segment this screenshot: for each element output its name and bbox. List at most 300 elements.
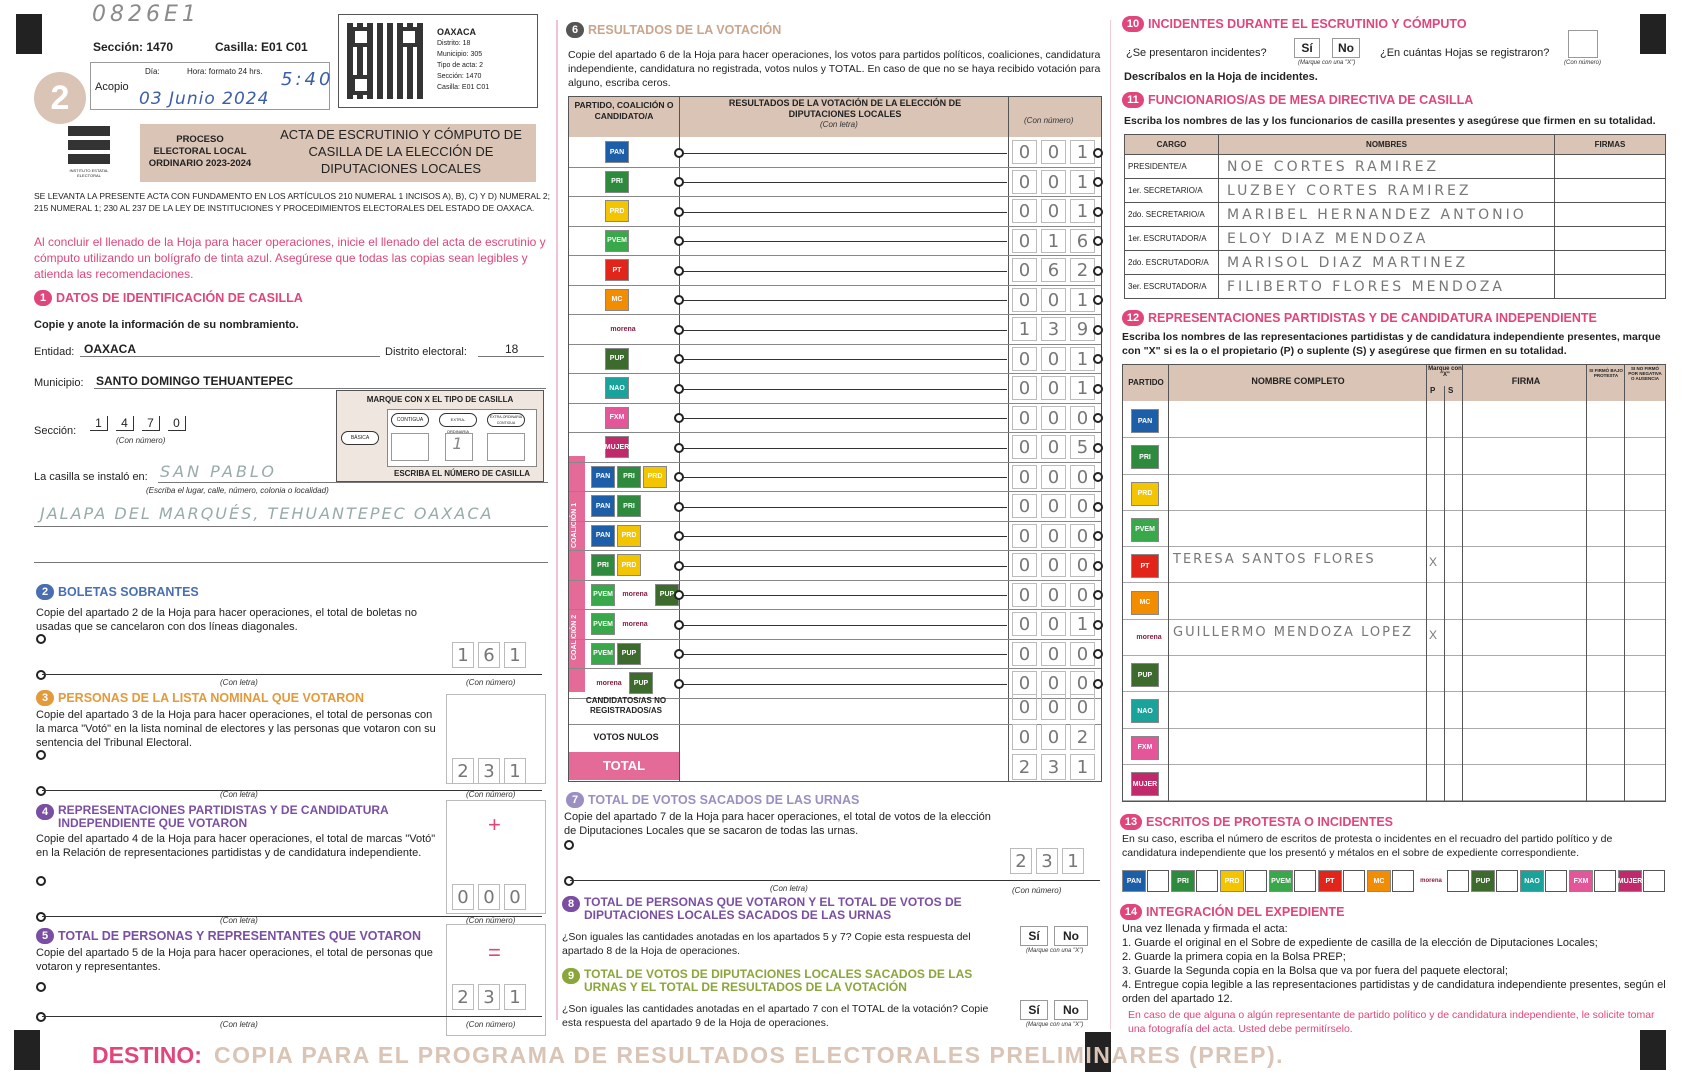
results-row [569,315,1101,345]
protesta-cell [1367,870,1414,892]
party-logo-prd-icon: PRD [617,525,641,547]
sec6-title [566,22,781,38]
sec3-con-letra: (Con letra) [220,790,258,799]
protesta-cell [1416,870,1469,892]
sec14-number: 14 [1120,904,1142,920]
digit-cell: 2 [452,984,474,1010]
sec5-title [36,928,421,944]
digit-cell: 0 [1012,465,1037,489]
results-digits[interactable] [1012,642,1095,666]
sec13-number: 13 [1120,814,1142,830]
sec10-hint: (Marque con una "X") [1298,60,1356,66]
municipio-value: SANTO DOMINGO TEHUANTEPEC [96,374,294,388]
row-dot [674,384,684,394]
institute-logo [66,126,112,180]
distrito-line [478,356,544,357]
funcionario-firma[interactable] [1555,179,1666,203]
sec4-digits[interactable] [452,884,526,910]
sec5-digits[interactable] [452,984,526,1010]
seccion-digit: 1 [90,416,108,431]
results-letra-line [679,448,1007,449]
sec1-copy-text: Copie y anote la información de su nombramiento. [34,319,299,331]
protesta-count-box[interactable] [1245,870,1267,892]
party-logo-nao-icon: NAO [605,377,629,399]
representante-mark[interactable]: X [1429,627,1438,642]
digit-cell: 0 [1041,612,1066,636]
digit-cell: 0 [1041,376,1066,400]
digit-cell: 1 [1062,848,1084,874]
sec2-con-letra: (Con letra) [220,678,258,687]
results-row [569,404,1101,434]
digit-cell: 3 [478,984,500,1010]
funcionario-cargo: PRESIDENTE/A [1125,155,1219,179]
protesta-cell [1122,870,1169,892]
col-con-letra: (Con letra) [820,120,858,129]
results-party-cell [591,584,679,606]
fundamento-text: SE LEVANTA LA PRESENTE ACTA CON FUNDAMENTO EN LOS ARTÍCULOS 210 NUMERAL 1 INCISOS A), B), C) Y D) NUMERAL 2; 215 NUMERAL 1; 230 AL 237 DE LA LEY DE INSTITUCIONES Y PROCEDIMIENTOS ELECTORALES DEL ESTADO DE OAXACA. [34,191,550,213]
protesta-cell [1618,870,1665,892]
sec2-digits[interactable] [452,642,526,668]
results-row [569,433,1101,463]
hora-value: 5:40 [281,69,334,90]
instruction-text: Al concluir el llenado de la Hoja para hacer operaciones, inicie el llenado del acta de escrutinio y cómputo utilizando un bolígrafo de tinta azul. Asegúrese que todas las copias sean legibles y atienda las recomendaciones. [34,235,546,281]
seccion-header: Sección: 1470 [93,40,174,54]
digit-cell: 1 [1070,288,1095,312]
results-letra-line [679,241,1007,242]
col-s: S [1448,386,1454,395]
party-logo-mujer-icon: MUJER [1131,772,1159,796]
party-logo-pri-icon: PRI [1171,870,1195,892]
tear-dot [36,670,46,680]
results-digits[interactable] [1012,229,1095,253]
municipio-line [94,388,546,389]
sec2-letra-line [42,674,542,675]
digit-cell: 0 [1012,553,1037,577]
row-dot [674,148,684,158]
sec7-con-letra: (Con letra) [770,884,808,893]
results-party-cell [605,436,629,458]
digit-cell: 0 [1070,494,1095,518]
sec8-title-text: TOTAL DE PERSONAS QUE VOTARON Y EL TOTAL DE VOTOS DE DIPUTACIONES LOCALES SACADOS DE LAS URNAS [584,895,962,922]
funcionario-firma[interactable] [1555,251,1666,275]
seccion-label: Sección: [34,425,77,437]
col-nombre: NOMBRE COMPLETO [1251,376,1345,386]
results-letra-line [679,654,1007,655]
column-divider [1110,20,1111,1030]
tipo-extraordinaria[interactable]: EXTRA-ORDINARIA [439,413,477,427]
digit-cell: 6 [1041,258,1066,282]
row-dot [674,649,684,659]
sec11-text: Escriba los nombres de las y los funcionarios de casilla presentes y asegúrese que firmen en su totalidad. [1124,115,1656,127]
row-dot [674,236,684,246]
results-party-cell [605,259,629,281]
row-dot [1093,443,1103,453]
registration-mark [14,1030,40,1070]
row-dot [1093,207,1103,217]
sec3-title [36,690,364,706]
digit-cell: 1 [504,642,526,668]
protesta-count-box[interactable] [1496,870,1518,892]
digit-cell: 0 [1012,612,1037,636]
nulos-digits[interactable] [1012,724,1095,750]
representante-row [1123,620,1665,656]
protesta-count-box[interactable] [1447,870,1469,892]
sec8-si[interactable]: Sí [1020,926,1048,946]
representante-row [1123,475,1665,511]
funcionario-firma[interactable] [1555,275,1666,299]
party-logo-morena-icon: morena [617,584,653,606]
results-row [569,492,1101,522]
sec9-si[interactable]: Sí [1020,1000,1048,1020]
digit-cell: 0 [1070,465,1095,489]
digit-cell: 0 [1041,524,1066,548]
tear-dot [564,876,574,886]
total-digits[interactable] [1012,754,1095,780]
digit-cell: 0 [1041,724,1066,750]
sec3-text: Copie del apartado 3 de la Hoja para hacer operaciones, el total de personas con la marca "Votó" en la lista nominal de electores y las personas que votaron con su sentencia del Tribunal Electoral. [36,709,436,749]
row-dot [1093,325,1103,335]
row-dot [1093,679,1103,689]
funcionario-row [1125,203,1666,227]
protesta-cell [1220,870,1267,892]
digit-cell: 0 [1012,258,1037,282]
sec1-number: 1 [34,290,52,306]
tipo-casilla-box [336,390,544,482]
digit-cell: 0 [1041,583,1066,607]
sec3-digits[interactable] [452,758,526,784]
digit-cell: 0 [1012,347,1037,371]
party-logo-pup-icon: PUP [605,348,629,370]
sec10-hojas-hint: (Con número) [1564,60,1602,66]
numero-casilla-label: ESCRIBA EL NÚMERO DE CASILLA [393,469,530,478]
instalo-hint: (Escriba el lugar, calle, número, colonia o localidad) [146,486,329,495]
sec7-title [566,792,859,808]
sec8-number: 8 [562,896,580,912]
results-party-cell [605,171,629,193]
funcionario-nombre[interactable]: MARIBEL HERNANDEZ ANTONIO [1219,203,1555,227]
sec5-number: 5 [36,928,54,944]
results-digits[interactable] [1012,199,1095,223]
results-digits[interactable] [1012,170,1095,194]
protesta-cell [1569,870,1616,892]
results-digits[interactable] [1012,612,1095,636]
sec7-number: 7 [566,792,584,808]
results-party-cell [605,200,629,222]
results-row [569,256,1101,286]
party-logo-pan-icon: PAN [591,495,615,517]
results-party-cell [591,554,641,576]
party-logo-pan-icon: PAN [591,525,615,547]
sec4-text: Copie del apartado 4 de la Hoja para hacer operaciones, el total de marcas "Votó" en la Relación de representaciones partidistas y de candidatura independiente. [36,833,436,859]
results-digits[interactable] [1012,140,1095,164]
sec14-title [1120,904,1344,920]
digit-cell: 0 [1041,199,1066,223]
representante-nombre[interactable]: GUILLERMO MENDOZA LOPEZ [1173,624,1414,640]
protesta-cell [1269,870,1316,892]
seccion-hint: (Con número) [116,436,166,445]
funcionarios-table [1124,134,1666,299]
acopio-label: Acopio [95,81,129,93]
results-letra-line [679,153,1007,154]
funcionario-nombre[interactable]: MARISOL DIAZ MARTINEZ [1219,251,1555,275]
seccion-digit: 4 [116,416,134,431]
party-logo-prd-icon: PRD [643,466,667,488]
protesta-count-box[interactable] [1643,870,1665,892]
funcionario-row [1125,155,1666,179]
protesta-count-box[interactable] [1147,870,1169,892]
results-party-cell [605,348,629,370]
party-logo-pup-icon: PUP [1471,870,1495,892]
sec9-no[interactable]: No [1054,1000,1088,1020]
funcionario-firma[interactable] [1555,203,1666,227]
digit-cell: 0 [1041,465,1066,489]
results-party-cell [591,525,641,547]
sec10-number: 10 [1122,16,1144,32]
sec9-title [562,968,1002,994]
no-registrados-label: CANDIDATOS/AS NO REGISTRADOS/AS [585,696,667,715]
results-digits[interactable] [1012,553,1095,577]
sec3-title-text: PERSONAS DE LA LISTA NOMINAL QUE VOTARON [58,691,365,705]
col-nombres: NOMBRES [1219,135,1555,155]
row-dot [674,266,684,276]
digit-cell: 0 [1070,406,1095,430]
party-logo-pup-icon: PUP [617,643,641,665]
representante-row [1123,692,1665,728]
funcionario-firma[interactable] [1555,227,1666,251]
sec10-no[interactable]: No [1332,38,1360,58]
results-party-cell [605,318,641,340]
sec5-con-numero: (Con número) [466,1020,516,1029]
sec4-con-numero: (Con número) [466,916,516,925]
representante-mark[interactable]: X [1429,555,1438,570]
party-logo-pvem-icon: PVEM [605,230,629,252]
sec1-title [34,290,303,306]
funcionario-nombre[interactable]: ELOY DIAZ MENDOZA [1219,227,1555,251]
sec7-digits[interactable] [1010,848,1084,874]
results-row [569,227,1101,257]
column-divider [556,20,558,1020]
digit-cell: 1 [1012,317,1037,341]
funcionario-nombre[interactable]: LUZBEY CORTES RAMIREZ [1219,179,1555,203]
tipo-extra-contigua[interactable]: EXTRA-ORDINARIA CONTIGUA [487,413,525,427]
folio: 0826E1 [92,2,200,27]
distrito-label: Distrito electoral: [385,346,467,358]
protesta-count-box[interactable] [1392,870,1414,892]
results-letra-line [679,389,1007,390]
row-dot [674,177,684,187]
digit-cell: 0 [1041,642,1066,666]
row-dot [1093,620,1103,630]
digit-cell: 1 [1070,140,1095,164]
coalicion2-label: COALICIÓN 2 [571,614,578,660]
representante-row [1123,547,1665,583]
results-letra-line [679,507,1007,508]
representante-row [1123,656,1665,692]
digit-cell: 0 [1041,288,1066,312]
funcionario-nombre[interactable]: NOE CORTES RAMIREZ [1219,155,1555,179]
funcionario-row [1125,251,1666,275]
results-digits[interactable] [1012,347,1095,371]
protesta-count-box[interactable] [1294,870,1316,892]
protesta-count-box[interactable] [1343,870,1365,892]
funcionario-nombre[interactable]: FILIBERTO FLORES MENDOZA [1219,275,1555,299]
party-logo-pri-icon: PRI [591,554,615,576]
funcionario-row [1125,227,1666,251]
results-digits[interactable] [1012,317,1095,341]
sec10-si[interactable]: Sí [1294,38,1320,58]
party-logo-morena-icon: morena [605,318,641,340]
casilla-header: Casilla: E01 C01 [215,40,308,54]
sec13-text: En su caso, escriba el número de escritos de protesta o incidentes en el recuadro del partido político y de candidatura independiente que los presentó y métalos en el sobre de expediente correspondiente. [1122,833,1613,859]
row-dot [674,502,684,512]
party-logo-nao-icon: NAO [1131,699,1159,723]
sec7-text: Copie del apartado 7 de la Hoja para hacer operaciones, el total de votos de la elección de Diputaciones Locales que se sacaron de todas las urnas. [564,811,991,837]
digit-cell: 0 [1012,406,1037,430]
col-partido-header: PARTIDO, COALICIÓN O CANDIDATO/A [574,100,674,121]
tear-dot [36,1012,46,1022]
registration-mark [16,14,42,54]
sec11-number: 11 [1122,92,1144,108]
results-row [569,345,1101,375]
party-logo-morena-icon: morena [591,672,627,694]
digit-cell: 3 [1036,848,1058,874]
sec14-step: 1. Guarde el original en el Sobre de expediente de casilla de la elección de Diputaciones Locales; [1122,937,1598,949]
representante-nombre[interactable]: TERESA SANTOS FLORES [1173,552,1376,568]
qr-casilla: Casilla: E01 C01 [437,84,490,91]
sec3-number: 3 [36,690,54,706]
funcionario-cargo: 1er. SECRETARIO/A [1125,179,1219,203]
seccion-digit: 7 [142,416,160,431]
tipo-basica[interactable]: BÁSICA [341,431,379,445]
party-logo-prd-icon: PRD [1131,482,1159,506]
row-dot [1093,561,1103,571]
digit-cell: 0 [1041,671,1066,695]
digit-cell: 0 [1041,435,1066,459]
digit-cell: 1 [504,758,526,784]
proceso-label: PROCESO ELECTORAL LOCAL ORDINARIO 2023-2024 [148,134,252,169]
party-logo-mc-icon: MC [1367,870,1391,892]
plus-sign: + [488,812,501,837]
sec14-intro: Una vez llenada y firmada el acta: [1122,923,1288,935]
party-logo-pup-icon: PUP [655,584,679,606]
dia-label: Día: [145,67,160,76]
results-digits[interactable] [1012,406,1095,430]
row-dot [674,413,684,423]
digit-cell: 0 [1012,724,1037,750]
digit-cell: 0 [504,884,526,910]
sec8-no[interactable]: No [1054,926,1088,946]
sec14-step: 3. Guarde la Segunda copia en la Bolsa que va por fuera del paquete electoral; [1122,965,1508,977]
party-logo-pan-icon: PAN [605,141,629,163]
party-logo-pup-icon: PUP [1131,663,1159,687]
tear-dot [36,876,46,886]
protesta-count-box[interactable] [1594,870,1616,892]
results-letra-line [679,418,1007,419]
party-logo-pt-icon: PT [1318,870,1342,892]
digit-cell: 2 [1012,754,1037,780]
representante-row [1123,765,1665,801]
no-registrados-digits[interactable] [1012,694,1095,720]
results-digits[interactable] [1012,376,1095,400]
sec6-text: Copie del apartado 6 de la Hoja para hacer operaciones, los votos para partidos políticos, coaliciones, candidatura independiente, candidatura no registrada, votos nulos y TOTAL. En caso de que no se haya recibido votación para alguno, escriba ceros. [568,49,1101,89]
registration-mark [1640,1030,1666,1070]
results-party-cell [605,230,629,252]
results-letra-line [679,271,1007,272]
funcionario-firma[interactable] [1555,155,1666,179]
party-logo-pan-icon: PAN [1122,870,1146,892]
results-letra-line [679,300,1007,301]
party-logo-pan-icon: PAN [591,466,615,488]
results-digits[interactable] [1012,258,1095,282]
digit-cell: 0 [1012,694,1037,720]
col-firmo: SI FIRMÓ BAJO PROTESTA [1589,368,1623,378]
row-dot [1093,148,1103,158]
results-digits[interactable] [1012,524,1095,548]
results-digits[interactable] [1012,583,1095,607]
col-con-numero: (Con número) [1024,116,1074,125]
funcionario-cargo: 3er. ESCRUTADOR/A [1125,275,1219,299]
digit-cell: 0 [1012,494,1037,518]
tear-dot [36,912,46,922]
digit-cell: 2 [1070,724,1095,750]
digit-cell: 2 [452,758,474,784]
registration-mark [1640,14,1666,54]
digit-cell: 0 [1012,170,1037,194]
representante-row [1123,438,1665,474]
sec2-title [36,584,199,600]
representante-row [1123,511,1665,547]
party-logo-nao-icon: NAO [1520,870,1544,892]
results-digits[interactable] [1012,288,1095,312]
sec11-title [1122,92,1473,108]
digit-cell: 3 [478,758,500,784]
digit-cell: 0 [1041,170,1066,194]
results-letra-line [679,182,1007,183]
seccion-digits [90,416,186,431]
results-digits[interactable] [1012,671,1095,695]
results-row [569,168,1101,198]
party-logo-pvem-icon: PVEM [1131,518,1159,542]
col-marque: Marque con "X" [1428,366,1462,378]
digit-cell: 9 [1070,317,1095,341]
party-logo-morena-icon: morena [617,613,653,635]
digit-cell: 0 [1070,524,1095,548]
protesta-count-box[interactable] [1196,870,1218,892]
results-digits[interactable] [1012,465,1095,489]
row-dot [1093,266,1103,276]
entidad-line [80,356,380,357]
row-dot [674,325,684,335]
results-digits[interactable] [1012,494,1095,518]
results-digits[interactable] [1012,435,1095,459]
digit-cell: 5 [1070,435,1095,459]
digit-cell: 0 [1041,553,1066,577]
party-logo-morena-icon: morena [1131,627,1167,649]
protesta-count-box[interactable] [1545,870,1567,892]
sec7-letra-line [570,880,1100,881]
digit-cell: 3 [1041,754,1066,780]
results-party-cell [591,643,641,665]
sec2-title-text: BOLETAS SOBRANTES [58,585,199,599]
digit-cell: 1 [1070,199,1095,223]
tipo-contigua[interactable]: CONTIGUA [391,413,429,427]
results-party-cell [591,495,641,517]
sec10-hojas-box[interactable] [1568,30,1598,58]
tipo-casilla-title: MARQUE CON X EL TIPO DE CASILLA [366,395,514,404]
row-dot [1093,502,1103,512]
digit-cell: 0 [1012,199,1037,223]
digit-cell: 0 [478,884,500,910]
